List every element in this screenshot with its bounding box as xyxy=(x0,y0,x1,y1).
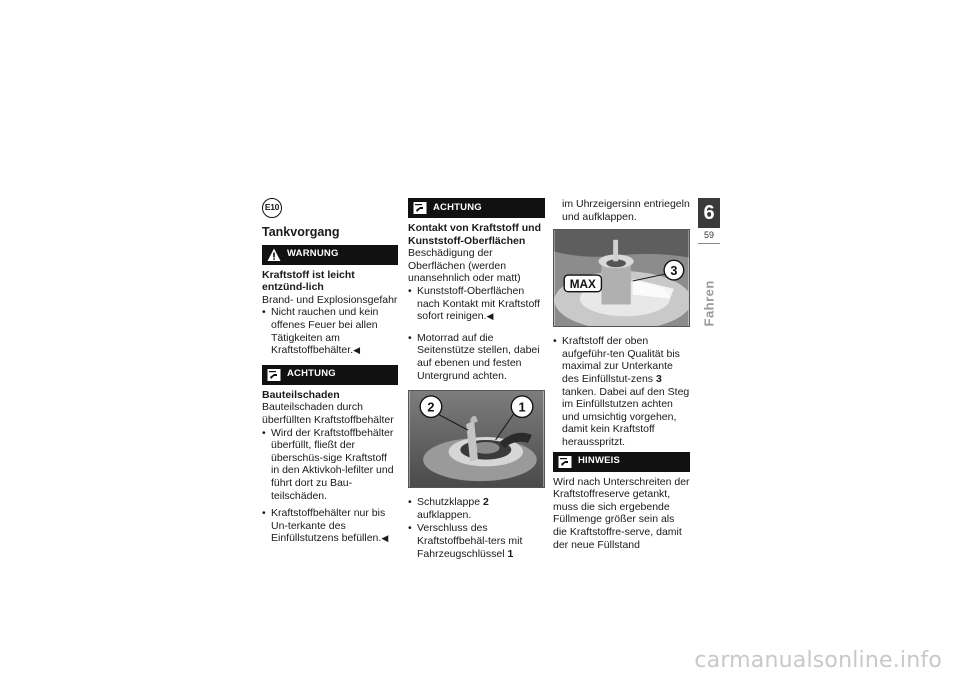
caution-text: Beschädigung der Oberflächen (werden unansehnlich oder matt) xyxy=(408,247,521,285)
list-item: • Nicht rauchen und kein offenes Feuer bei allen Tätigkeiten am Kraftstoffbehälter.◀ xyxy=(262,306,398,356)
chapter-label: Fahren xyxy=(701,280,717,327)
callout-2: 2 xyxy=(427,399,435,415)
caution-bar xyxy=(262,365,398,385)
hand-notebook-icon xyxy=(558,455,572,469)
callout-max: MAX xyxy=(569,277,596,291)
chapter-number: 6 xyxy=(698,198,720,228)
hand-notebook-icon xyxy=(413,201,427,215)
steps-list xyxy=(408,496,545,560)
filler-neck-photo xyxy=(553,229,690,327)
list-item: • Verschluss des Kraftstoffbehäl-ters mit Fahrzeugschlüssel 1 xyxy=(408,522,545,560)
continued-text: im Uhrzeigersinn entriegeln und aufklappen. xyxy=(562,198,690,223)
note-text: Wird nach Unterschreiten der Kraftstoffreserve getankt, muss die sich ergebende Füllmenge größer sein als die Kraftstoffre-serve, damit der neue Füllstand xyxy=(553,475,690,551)
list-item: • Motorrad auf die Seitenstütze stellen, dabei auf ebenen und festen Untergrund achten. xyxy=(408,332,545,382)
chapter-divider xyxy=(698,243,720,244)
warning-list xyxy=(262,306,398,356)
column-right xyxy=(553,198,690,551)
list-item: • Schutzklappe 2 aufklappen. xyxy=(408,496,545,521)
page-number: 59 xyxy=(703,230,714,240)
callout-3: 3 xyxy=(670,263,678,279)
caution-list xyxy=(408,285,545,323)
watermark: carmanualsonline.info xyxy=(694,648,942,673)
end-marker: ◀ xyxy=(381,533,389,544)
caution-heading: Kontakt von Kraftstoff und Kunststoff-Oberflächen xyxy=(408,222,541,247)
list-item: • Wird der Kraftstoffbehälter überfüllt, fließt der überschüs-sige Kraftstoff in den Aktivkoh-lefilter und führt dort zu Bau-teilschäden. xyxy=(262,427,398,503)
list-item: • Kraftstoff der oben aufgeführ-ten Qualität bis maximal zur Unterkante des Einfüllstut-zens 3 tanken. Dabei auf den Steg im Einfüllstutzen achten und umsichtig vorgehen, damit kein Kraftstoff herausspritzt. xyxy=(553,335,690,448)
caution-heading: Bauteilschaden xyxy=(262,388,340,401)
caution-text: Bauteilschaden durch überfüllten Kraftstoffbehälter xyxy=(262,401,394,426)
e10-fuel-badge: E10 xyxy=(262,198,282,218)
tank-cap-photo xyxy=(408,390,545,488)
warning-label: WARNUNG xyxy=(287,248,339,260)
note-bar xyxy=(553,452,690,472)
column-left xyxy=(262,198,398,545)
warning-heading: Kraftstoff ist leicht entzünd-lich xyxy=(262,268,355,294)
end-marker: ◀ xyxy=(353,345,361,356)
column-middle xyxy=(408,198,545,560)
hand-notebook-icon xyxy=(267,368,281,382)
callout-1: 1 xyxy=(518,399,526,415)
warning-bar xyxy=(262,245,398,265)
steps-list xyxy=(408,332,545,382)
warning-triangle-icon xyxy=(267,248,281,262)
list-item: • Kunststoff-Oberflächen nach Kontakt mit Kraftstoff sofort reinigen.◀ xyxy=(408,285,545,323)
caution-label: ACHTUNG xyxy=(433,201,482,213)
section-title: Tankvorgang xyxy=(262,225,340,239)
note-label: HINWEIS xyxy=(578,455,621,467)
caution-label: ACHTUNG xyxy=(287,368,336,380)
steps-list xyxy=(553,335,690,448)
caution-list xyxy=(262,427,398,545)
warning-text: Brand- und Explosionsgefahr xyxy=(262,293,398,306)
end-marker: ◀ xyxy=(486,311,494,322)
list-item: • Kraftstoffbehälter nur bis Un-terkante des Einfüllstutzens befüllen.◀ xyxy=(262,507,398,545)
caution-bar xyxy=(408,198,545,218)
